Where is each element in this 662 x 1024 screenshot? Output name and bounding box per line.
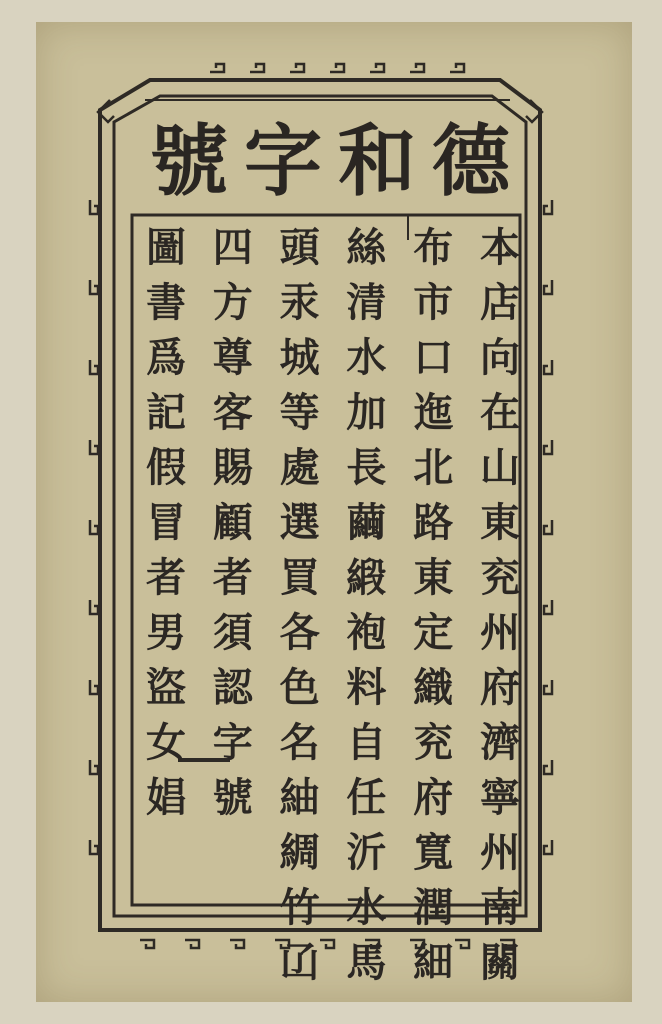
column-char: 娼 <box>146 774 186 821</box>
column-char: 男 <box>146 609 186 656</box>
column-char: 迤 <box>413 389 454 436</box>
column-char: 繭 <box>346 499 387 546</box>
column-char: 口 <box>413 334 454 381</box>
column-char: 者 <box>212 554 253 601</box>
column-char: 濟 <box>479 719 520 766</box>
column-char: 南 <box>479 884 520 931</box>
column-char: 府 <box>479 664 520 711</box>
column-char: 東 <box>413 554 454 601</box>
column-char: 頭 <box>279 224 320 271</box>
column-char: 賜 <box>212 444 253 491</box>
text-columns <box>138 220 528 986</box>
column-char: 在 <box>479 389 520 436</box>
column-char: 處 <box>279 444 320 491</box>
column-char: 字 <box>212 719 253 766</box>
column-char: 兖 <box>479 554 520 601</box>
column-char: 綢 <box>279 829 320 876</box>
column-char: 圖 <box>146 224 186 271</box>
column-char: 長 <box>346 444 387 491</box>
column-char: 方 <box>212 279 253 326</box>
column-char: 兖 <box>413 719 454 766</box>
column-char: 買 <box>279 554 320 601</box>
column-char: 馬 <box>346 939 387 986</box>
column-char: 東 <box>479 499 520 546</box>
column-char: 清 <box>346 279 387 326</box>
column-char: 布 <box>413 224 454 271</box>
text-column-1 <box>472 220 528 986</box>
column-char: 緞 <box>346 554 387 601</box>
column-char: 州 <box>479 829 520 876</box>
column-char: 沂 <box>346 829 387 876</box>
text-column-6 <box>138 220 194 900</box>
column-char: 𠙶 <box>279 939 320 986</box>
column-char: 加 <box>346 389 387 436</box>
column-char: 本 <box>479 224 520 271</box>
column-char: 須 <box>212 609 253 656</box>
column-char: 寬 <box>413 829 454 876</box>
column-char: 府 <box>413 774 454 821</box>
column-char: 者 <box>146 554 186 601</box>
column-char: 記 <box>146 389 186 436</box>
column-char: 各 <box>279 609 320 656</box>
column-char: 細 <box>413 939 454 986</box>
column-char: 顧 <box>212 499 253 546</box>
column-char: 水 <box>346 334 387 381</box>
column-char: 城 <box>279 334 320 381</box>
column-char: 路 <box>413 499 454 546</box>
column-char: 女 <box>146 719 186 766</box>
column-char: 關 <box>479 939 520 986</box>
column-char: 認 <box>212 664 253 711</box>
column-char: 爲 <box>146 334 186 381</box>
shop-name-title <box>150 112 510 212</box>
column-char: 向 <box>479 334 520 381</box>
column-char: 書 <box>146 279 186 326</box>
column-char: 紬 <box>279 774 320 821</box>
column-char: 等 <box>279 389 320 436</box>
column-char: 號 <box>212 774 253 821</box>
text-column-5 <box>205 220 261 900</box>
column-char: 北 <box>413 444 454 491</box>
title-char: 字 <box>243 116 322 207</box>
column-char: 選 <box>279 499 320 546</box>
title-char: 德 <box>431 116 510 207</box>
column-char: 織 <box>413 664 454 711</box>
column-char: 店 <box>479 279 520 326</box>
column-char: 寧 <box>479 774 520 821</box>
column-char: 絲 <box>346 224 387 271</box>
title-char: 號 <box>150 116 229 207</box>
text-column-3 <box>338 220 394 986</box>
column-char: 客 <box>212 389 253 436</box>
column-char: 尊 <box>212 334 253 381</box>
column-char: 四 <box>212 224 253 271</box>
column-char: 潤 <box>413 884 454 931</box>
column-char: 料 <box>346 664 387 711</box>
column-char: 名 <box>279 719 320 766</box>
column-char: 汞 <box>279 279 320 326</box>
column-char: 水 <box>346 884 387 931</box>
column-char: 假 <box>146 444 186 491</box>
column-char: 市 <box>413 279 454 326</box>
column-char: 定 <box>413 609 454 656</box>
column-char: 山 <box>479 444 520 491</box>
column-char: 色 <box>279 664 320 711</box>
column-char: 任 <box>346 774 387 821</box>
text-column-4 <box>272 220 328 986</box>
column-char: 盜 <box>146 664 186 711</box>
column-char: 冒 <box>146 499 186 546</box>
column-char: 袍 <box>346 609 387 656</box>
column-char: 州 <box>479 609 520 656</box>
title-char: 和 <box>337 116 416 207</box>
text-column-2 <box>405 220 461 986</box>
column-char: 自 <box>346 719 387 766</box>
column-char: 竹 <box>279 884 320 931</box>
